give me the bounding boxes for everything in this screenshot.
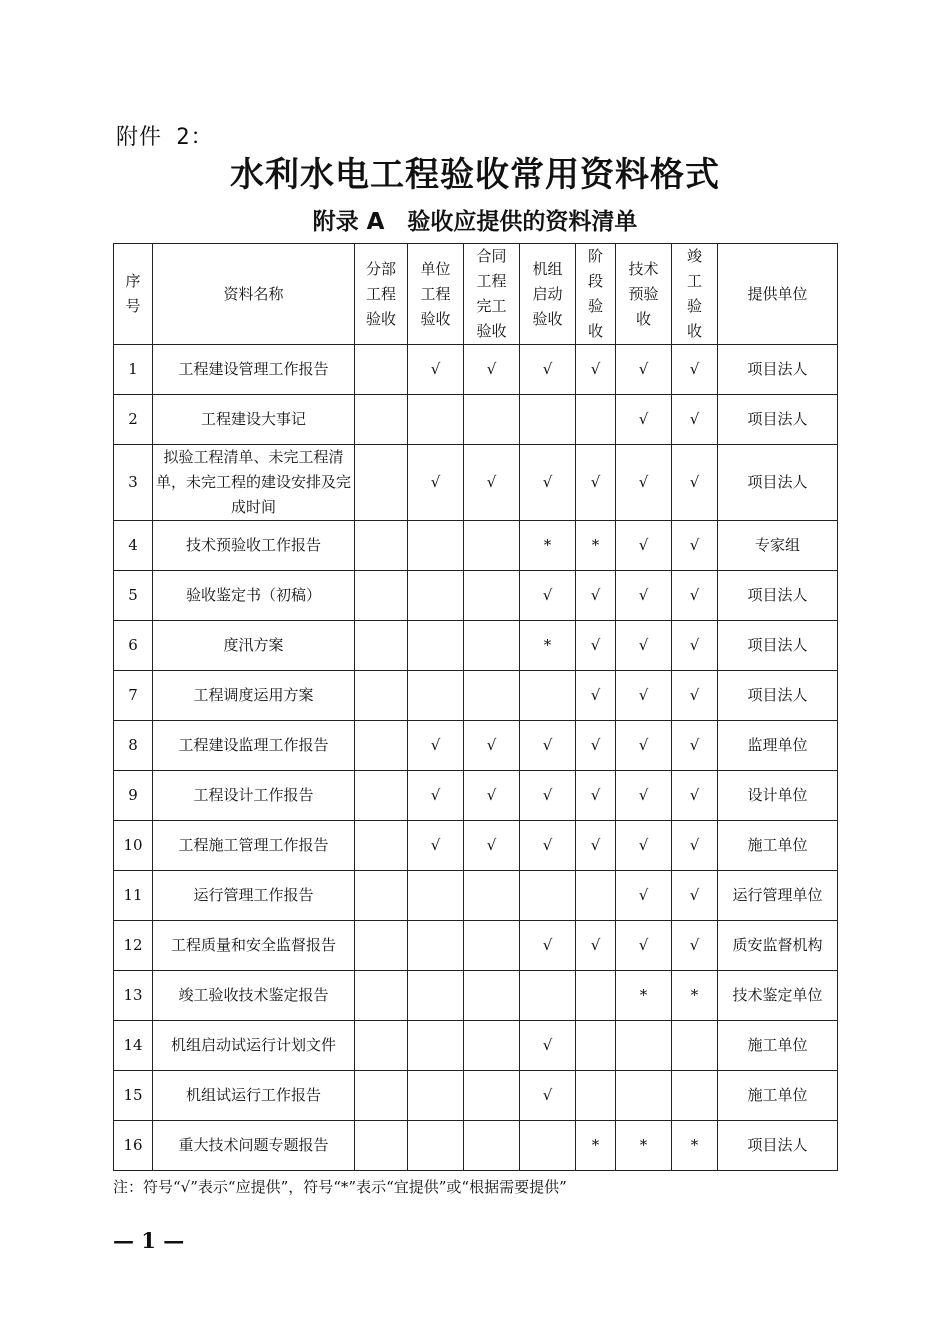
mark-cell: √ <box>616 571 672 621</box>
table-row <box>114 1071 838 1121</box>
mark-cell <box>408 395 464 445</box>
mark-cell <box>355 771 408 821</box>
mark-cell: √ <box>616 771 672 821</box>
mark-cell: √ <box>520 345 576 395</box>
mark-cell <box>355 395 408 445</box>
appendix-title: 附录 A 验收应提供的资料清单 <box>312 209 638 235</box>
mark-cell: √ <box>616 445 672 521</box>
mark-cell <box>576 395 616 445</box>
mark-cell <box>464 671 520 721</box>
mark-cell: √ <box>616 621 672 671</box>
provider-cell: 专家组 <box>718 521 838 571</box>
mark-cell: * <box>672 1121 718 1171</box>
row-number-cell: 4 <box>114 521 153 571</box>
row-number-cell: 9 <box>114 771 153 821</box>
mark-cell: √ <box>576 345 616 395</box>
mark-cell <box>355 1121 408 1171</box>
mark-cell: √ <box>408 345 464 395</box>
mark-cell <box>520 971 576 1021</box>
table-row <box>114 921 838 971</box>
mark-cell <box>520 1121 576 1171</box>
mark-cell: * <box>672 971 718 1021</box>
mark-cell <box>464 521 520 571</box>
material-name-cell: 工程设计工作报告 <box>153 771 355 821</box>
mark-cell <box>355 871 408 921</box>
mark-cell <box>408 571 464 621</box>
mark-cell <box>464 921 520 971</box>
materials-table <box>113 243 838 1171</box>
mark-cell <box>464 1021 520 1071</box>
mark-cell <box>520 871 576 921</box>
mark-cell: √ <box>464 771 520 821</box>
table-row <box>114 1121 838 1171</box>
row-number-cell: 5 <box>114 571 153 621</box>
mark-cell <box>672 1021 718 1071</box>
provider-cell: 项目法人 <box>718 571 838 621</box>
provider-cell: 技术鉴定单位 <box>718 971 838 1021</box>
mark-cell: √ <box>616 921 672 971</box>
mark-cell: √ <box>520 821 576 871</box>
mark-cell <box>408 521 464 571</box>
mark-cell <box>408 921 464 971</box>
mark-cell: √ <box>616 395 672 445</box>
header-cell: 竣工验收 <box>672 244 718 345</box>
mark-cell: √ <box>576 671 616 721</box>
header-cell: 序号 <box>114 244 153 345</box>
mark-cell: √ <box>520 921 576 971</box>
mark-cell <box>408 971 464 1021</box>
mark-cell <box>355 521 408 571</box>
table-row <box>114 971 838 1021</box>
material-name-cell: 验收鉴定书（初稿） <box>153 571 355 621</box>
material-name-cell: 度汛方案 <box>153 621 355 671</box>
mark-cell: √ <box>520 1021 576 1071</box>
material-name-cell: 工程调度运用方案 <box>153 671 355 721</box>
mark-cell: √ <box>464 345 520 395</box>
row-number-cell: 15 <box>114 1071 153 1121</box>
mark-cell: √ <box>576 771 616 821</box>
table-row <box>114 521 838 571</box>
mark-cell: √ <box>616 871 672 921</box>
provider-cell: 项目法人 <box>718 621 838 671</box>
mark-cell <box>464 571 520 621</box>
mark-cell <box>408 1121 464 1171</box>
header-cell: 机组启动验收 <box>520 244 576 345</box>
mark-cell <box>464 871 520 921</box>
row-number-cell: 10 <box>114 821 153 871</box>
provider-cell: 监理单位 <box>718 721 838 771</box>
provider-cell: 运行管理单位 <box>718 871 838 921</box>
mark-cell: √ <box>576 721 616 771</box>
mark-cell: √ <box>672 821 718 871</box>
mark-cell: √ <box>520 771 576 821</box>
mark-cell: √ <box>672 671 718 721</box>
header-cell: 合同工程完工验收 <box>464 244 520 345</box>
table-row <box>114 821 838 871</box>
header-cell: 提供单位 <box>718 244 838 345</box>
mark-cell: * <box>576 1121 616 1171</box>
provider-cell: 项目法人 <box>718 671 838 721</box>
document-title: 水利水电工程验收常用资料格式 <box>230 155 720 195</box>
table-row <box>114 345 838 395</box>
mark-cell <box>616 1021 672 1071</box>
mark-cell: √ <box>520 721 576 771</box>
mark-cell <box>355 445 408 521</box>
material-name-cell: 拟验工程清单、未完工程清单，未完工程的建设安排及完成时间 <box>153 445 355 521</box>
mark-cell <box>576 1021 616 1071</box>
table-row <box>114 395 838 445</box>
mark-cell: √ <box>616 345 672 395</box>
provider-cell: 施工单位 <box>718 821 838 871</box>
mark-cell: * <box>616 971 672 1021</box>
provider-cell: 质安监督机构 <box>718 921 838 971</box>
mark-cell: √ <box>672 621 718 671</box>
provider-cell: 项目法人 <box>718 345 838 395</box>
mark-cell: √ <box>616 521 672 571</box>
mark-cell <box>355 721 408 771</box>
mark-cell <box>408 871 464 921</box>
mark-cell: √ <box>408 445 464 521</box>
material-name-cell: 工程质量和安全监督报告 <box>153 921 355 971</box>
header-cell: 技术预验收 <box>616 244 672 345</box>
mark-cell: √ <box>520 1071 576 1121</box>
row-number-cell: 8 <box>114 721 153 771</box>
row-number-cell: 2 <box>114 395 153 445</box>
provider-cell: 项目法人 <box>718 1121 838 1171</box>
mark-cell: √ <box>672 345 718 395</box>
mark-cell: √ <box>408 771 464 821</box>
mark-cell: √ <box>616 821 672 871</box>
row-number-cell: 16 <box>114 1121 153 1171</box>
material-name-cell: 重大技术问题专题报告 <box>153 1121 355 1171</box>
row-number-cell: 7 <box>114 671 153 721</box>
mark-cell <box>355 971 408 1021</box>
mark-cell <box>464 1121 520 1171</box>
mark-cell: √ <box>576 621 616 671</box>
mark-cell: √ <box>576 921 616 971</box>
mark-cell <box>408 1021 464 1071</box>
mark-cell <box>672 1071 718 1121</box>
mark-cell: √ <box>408 821 464 871</box>
table-row <box>114 445 838 521</box>
mark-cell: √ <box>576 571 616 621</box>
attachment-label: 附件 2： <box>116 125 214 150</box>
mark-cell: √ <box>616 721 672 771</box>
mark-cell <box>464 971 520 1021</box>
material-name-cell: 工程施工管理工作报告 <box>153 821 355 871</box>
row-number-cell: 1 <box>114 345 153 395</box>
material-name-cell: 运行管理工作报告 <box>153 871 355 921</box>
header-cell: 阶段验收 <box>576 244 616 345</box>
row-number-cell: 3 <box>114 445 153 521</box>
mark-cell <box>355 571 408 621</box>
provider-cell: 项目法人 <box>718 395 838 445</box>
row-number-cell: 13 <box>114 971 153 1021</box>
mark-cell <box>464 395 520 445</box>
header-cell: 资料名称 <box>153 244 355 345</box>
mark-cell <box>408 621 464 671</box>
mark-cell: * <box>520 521 576 571</box>
mark-cell: * <box>616 1121 672 1171</box>
mark-cell <box>408 671 464 721</box>
material-name-cell: 机组启动试运行计划文件 <box>153 1021 355 1071</box>
mark-cell <box>576 1071 616 1121</box>
mark-cell: √ <box>672 871 718 921</box>
mark-cell <box>520 671 576 721</box>
table-header-row <box>114 244 838 345</box>
mark-cell <box>355 821 408 871</box>
table-row <box>114 1021 838 1071</box>
table-row <box>114 621 838 671</box>
provider-cell: 设计单位 <box>718 771 838 821</box>
mark-cell <box>355 1071 408 1121</box>
mark-cell: * <box>576 521 616 571</box>
material-name-cell: 技术预验收工作报告 <box>153 521 355 571</box>
material-name-cell: 竣工验收技术鉴定报告 <box>153 971 355 1021</box>
table-row <box>114 771 838 821</box>
mark-cell: √ <box>576 821 616 871</box>
mark-cell: √ <box>616 671 672 721</box>
mark-cell <box>616 1071 672 1121</box>
mark-cell: √ <box>520 571 576 621</box>
mark-cell <box>464 1071 520 1121</box>
mark-cell: √ <box>672 521 718 571</box>
provider-cell: 项目法人 <box>718 445 838 521</box>
mark-cell: √ <box>672 771 718 821</box>
table-row <box>114 721 838 771</box>
provider-cell: 施工单位 <box>718 1071 838 1121</box>
mark-cell: √ <box>672 721 718 771</box>
table-row <box>114 571 838 621</box>
table-body <box>114 345 838 1171</box>
mark-cell <box>408 1071 464 1121</box>
mark-cell <box>464 621 520 671</box>
mark-cell: √ <box>408 721 464 771</box>
mark-cell <box>355 621 408 671</box>
mark-cell <box>576 971 616 1021</box>
mark-cell: √ <box>672 395 718 445</box>
material-name-cell: 工程建设大事记 <box>153 395 355 445</box>
mark-cell: √ <box>464 721 520 771</box>
header-cell: 单位工程验收 <box>408 244 464 345</box>
mark-cell <box>520 395 576 445</box>
page-number: — 1 — <box>113 1228 185 1253</box>
mark-cell <box>355 345 408 395</box>
row-number-cell: 14 <box>114 1021 153 1071</box>
table-note: 注：符号“√”表示“应提供”，符号“*”表示“宜提供”或“根据需要提供” <box>113 1178 567 1196</box>
mark-cell: * <box>520 621 576 671</box>
mark-cell <box>355 1021 408 1071</box>
row-number-cell: 12 <box>114 921 153 971</box>
material-name-cell: 工程建设管理工作报告 <box>153 345 355 395</box>
provider-cell: 施工单位 <box>718 1021 838 1071</box>
mark-cell: √ <box>672 921 718 971</box>
header-cell: 分部工程验收 <box>355 244 408 345</box>
row-number-cell: 11 <box>114 871 153 921</box>
mark-cell: √ <box>672 445 718 521</box>
mark-cell <box>355 921 408 971</box>
mark-cell <box>355 671 408 721</box>
material-name-cell: 工程建设监理工作报告 <box>153 721 355 771</box>
mark-cell: √ <box>576 445 616 521</box>
material-name-cell: 机组试运行工作报告 <box>153 1071 355 1121</box>
mark-cell: √ <box>520 445 576 521</box>
table-row <box>114 671 838 721</box>
row-number-cell: 6 <box>114 621 153 671</box>
table-row <box>114 871 838 921</box>
mark-cell: √ <box>464 821 520 871</box>
mark-cell <box>576 871 616 921</box>
mark-cell: √ <box>464 445 520 521</box>
mark-cell: √ <box>672 571 718 621</box>
